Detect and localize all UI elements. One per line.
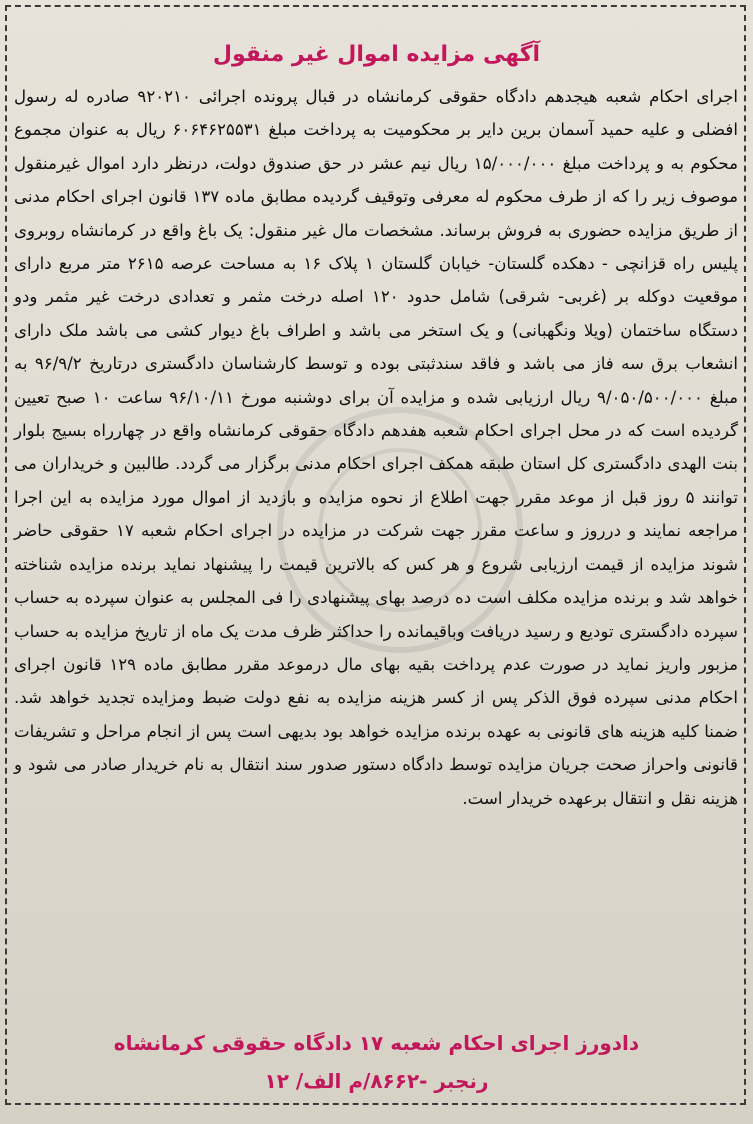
notice-body: اجرای احکام شعبه هیجدهم دادگاه حقوقی کرمانشاه در قبال پرونده اجرائی ۹۲۰۲۱۰ صادره له رسول افضلی و علیه حمید آسمان برین دایر بر محکومیت به پرداخت مبلغ ۶۰۶۴۶۲۵۵۳۱ ریال به عنوان مجموع محکوم به و پرداخت مبلغ ۱۵/۰۰۰/۰۰۰ ریال نیم عشر در حق صندوق دولت، درنظر دارد اموال غیرمنقول موصوف زیر را که از طرف محکوم له معرفی وتوقیف گردیده مطابق ماده ۱۳۷ قانون اجرای احکام مدنی از طریق مزایده حضوری به فروش برساند. مشخصات مال غیر منقول: یک باغ واقع در کرمانشاه روبروی پلیس راه قزانچی - دهکده گلستان- خیابان گلستان ۱ پلاک ۱۶ به مساحت عرصه ۲۶۱۵ متر مربع دارای موقعیت دوکله بر (غربی- شرقی) شامل حدود ۱۲۰ اصله درخت مثمر و تعدادی درخت غیر مثمر ودو دستگاه ساختمان (ویلا ونگهبانی) و یک استخر می باشد و اطراف باغ دیوار کشی می باشد ملک دارای انشعاب برق سه فاز می باشد و فاقد سندثبتی بوده و توسط کارشناسان دادگستری درتاریخ ۹۶/۹/۲ به مبلغ ۹/۰۵۰/۵۰۰/۰۰۰ ریال ارزیابی شده و مزایده آن برای دوشنبه مورخ ۹۶/۱۰/۱۱ ساعت ۱۰ صبح تعیین گردیده است که در محل اجرای احکام شعبه هفدهم دادگاه حقوقی کرمانشاه واقع در چهارراه بسیج بلوار بنت الهدی دادگستری کل استان طبقه همکف اجرای احکام مدنی برگزار می گردد. طالبین و خریداران می توانند ۵ روز قبل از موعد مقرر جهت اطلاع از نحوه مزایده و بازدید از اموال مورد مزایده به این اجرا مراجعه نمایند و درروز و ساعت مقرر جهت شرکت در مزایده در اجرای احکام شعبه ۱۷ حقوقی حاضر شوند مزایده از قیمت ارزیابی شروع و هر کس که بالاترین قیمت را پیشنهاد نماید برنده مزایده شناخته خواهد شد و برنده مزایده مکلف است ده درصد بهای پیشنهادی را فی المجلس به عنوان سپرده به حساب سپرده دادگستری تودیع و رسید دریافت وباقیمانده را حداکثر ظرف مدت یک ماه از تاریخ مزایده به حساب مزبور واریز نماید در صورت عدم پرداخت بقیه بهای مال درموعد مقرر مطابق ماده ۱۲۹ قانون اجرای احکام مدنی سپرده فوق الذکر پس از کسر هزینه مزایده به نفع دولت ضبط ومزایده تجدید خواهد شد. ضمنا کلیه هزینه های قانونی به عهده برنده مزایده خواهد بود بدیهی است پس از انجام مراحل و تشریفات قانونی واحراز صحت جریان مزایده توسط دادگاه دستور صدور سند انتقال به نام خریدار صادر می شود و هزینه نقل و انتقال برعهده خریدار است. <box>14 87 739 808</box>
signature-line-1: دادورز اجرای احکام شعبه ۱۷ دادگاه حقوقی کرمانشاه <box>113 1031 640 1055</box>
signature-line-2: رنجبر -۸۶۶۲/م الف/ ۱۲ <box>264 1069 489 1093</box>
notice-title: آگهی مزایده اموال غیر منقول <box>212 42 541 67</box>
